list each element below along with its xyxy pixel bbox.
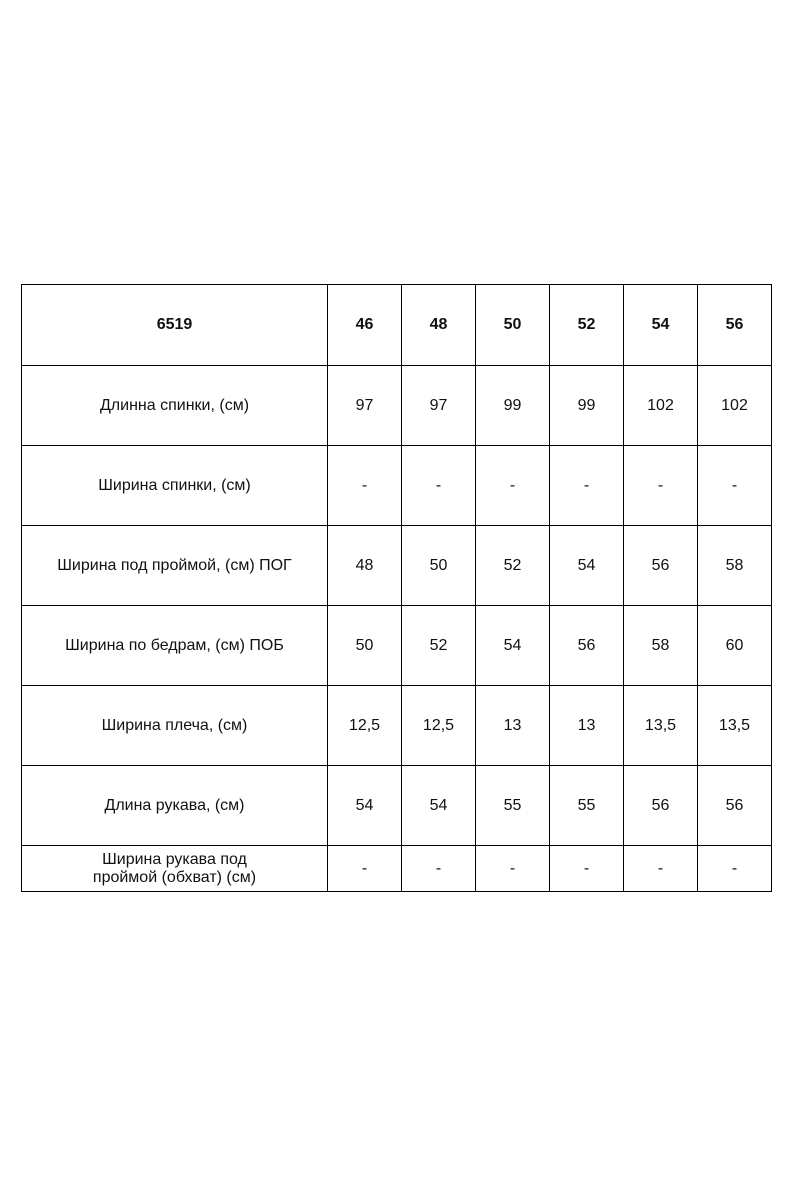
table-cell: -	[698, 446, 772, 526]
table-cell: 55	[476, 766, 550, 846]
row-label: Ширина плеча, (см)	[22, 686, 328, 766]
table-cell: -	[328, 446, 402, 526]
table-cell: 13,5	[624, 686, 698, 766]
table-cell: 97	[402, 366, 476, 446]
size-chart-table	[21, 284, 772, 892]
row-label-line: Ширина рукава под	[102, 850, 247, 868]
row-label-line: проймой (обхват) (см)	[92, 868, 257, 886]
model-number: 6519	[22, 285, 328, 366]
table-cell: -	[550, 846, 624, 892]
table-cell: -	[624, 846, 698, 892]
table-cell: 56	[698, 766, 772, 846]
table-row	[22, 366, 772, 446]
table-cell: 60	[698, 606, 772, 686]
size-header: 56	[698, 285, 772, 366]
row-label: Длинна спинки, (см)	[22, 366, 328, 446]
size-header: 48	[402, 285, 476, 366]
row-label: Ширина под проймой, (см) ПОГ	[22, 526, 328, 606]
table-cell: 102	[624, 366, 698, 446]
table-cell: 56	[624, 526, 698, 606]
table-cell: 54	[328, 766, 402, 846]
table-cell: 58	[624, 606, 698, 686]
table-cell: 13,5	[698, 686, 772, 766]
table-cell: 56	[624, 766, 698, 846]
table-row	[22, 526, 772, 606]
table-row	[22, 606, 772, 686]
table-cell: 102	[698, 366, 772, 446]
table-cell: 12,5	[402, 686, 476, 766]
table-cell: 54	[402, 766, 476, 846]
table-cell: 52	[402, 606, 476, 686]
table-cell: 12,5	[328, 686, 402, 766]
table-cell: -	[402, 446, 476, 526]
table-cell: -	[328, 846, 402, 892]
table-cell: 97	[328, 366, 402, 446]
row-label: Длина рукава, (см)	[22, 766, 328, 846]
table-cell: 13	[476, 686, 550, 766]
table-row	[22, 846, 772, 892]
table-cell: 54	[550, 526, 624, 606]
table-row	[22, 686, 772, 766]
table-cell: 99	[550, 366, 624, 446]
table-cell: 50	[328, 606, 402, 686]
table-cell: 48	[328, 526, 402, 606]
row-label	[22, 846, 328, 892]
table-cell: 52	[476, 526, 550, 606]
table-cell: 99	[476, 366, 550, 446]
table-cell: 58	[698, 526, 772, 606]
table-cell: -	[550, 446, 624, 526]
table-row	[22, 446, 772, 526]
table-cell: 55	[550, 766, 624, 846]
table-cell: -	[402, 846, 476, 892]
table-cell: -	[476, 446, 550, 526]
table-row	[22, 766, 772, 846]
table-cell: 13	[550, 686, 624, 766]
table-cell: -	[698, 846, 772, 892]
row-label: Ширина по бедрам, (см) ПОБ	[22, 606, 328, 686]
table-cell: -	[476, 846, 550, 892]
size-header: 46	[328, 285, 402, 366]
table-cell: 50	[402, 526, 476, 606]
table-cell: 54	[476, 606, 550, 686]
size-header: 54	[624, 285, 698, 366]
size-header: 52	[550, 285, 624, 366]
table-cell: -	[624, 446, 698, 526]
size-header: 50	[476, 285, 550, 366]
table-cell: 56	[550, 606, 624, 686]
row-label: Ширина спинки, (см)	[22, 446, 328, 526]
header-row	[22, 285, 772, 366]
